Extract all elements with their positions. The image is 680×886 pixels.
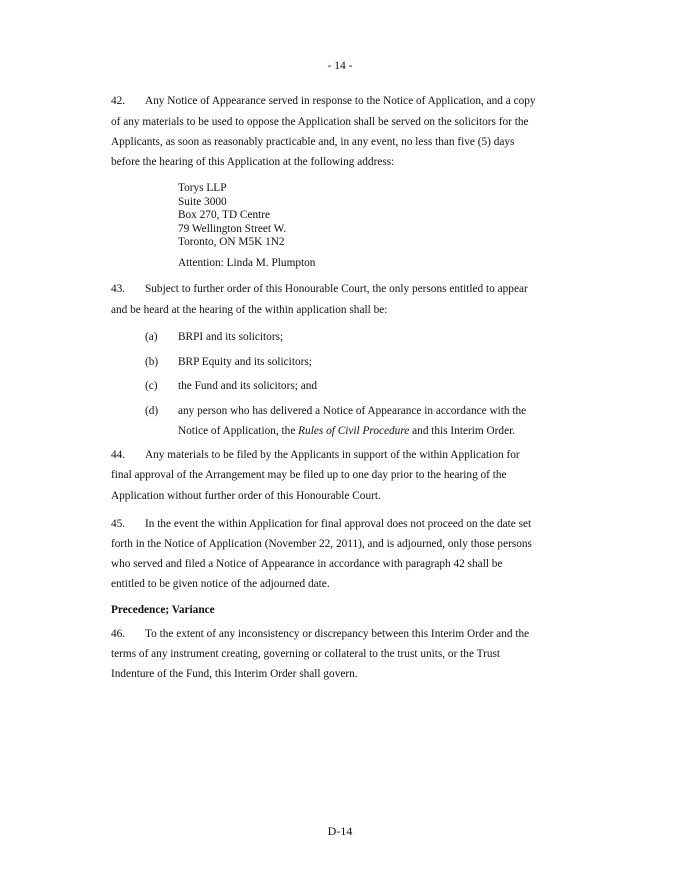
paragraph-42-line: before the hearing of this Application at the following address: (111, 156, 395, 168)
address-line: Box 270, TD Centre (178, 209, 271, 221)
paragraph-42-line: of any materials to be used to oppose the Application shall be served on the solicitors for the (111, 116, 529, 128)
address-line: Suite 3000 (178, 195, 227, 208)
paragraph-45-line: entitled to be given notice of the adjourned date. (111, 578, 330, 590)
paragraph-45-line: who served and filed a Notice of Appearance in accordance with paragraph 42 shall be (111, 558, 503, 570)
paragraph-number: 44. (111, 449, 126, 461)
paragraph-44-line: Application without further order of this Honourable Court. (111, 490, 381, 502)
paragraph-46-line: To the extent of any inconsistency or discrepancy between this Interim Order and the (145, 628, 530, 640)
paragraph-42-line: Applicants, as soon as reasonably practicable and, in any event, no less than five (5) days (111, 136, 515, 148)
address-block (178, 182, 286, 250)
list-item-label: (b) (145, 356, 159, 368)
page-number: - 14 - (327, 60, 353, 72)
paragraph-number: 46. (111, 628, 126, 640)
paragraph-number: 43. (111, 283, 126, 295)
list-item-text-continued (178, 425, 515, 438)
text-segment: Notice of Application, the (178, 425, 299, 437)
paragraph-44-line: Any materials to be filed by the Applicants in support of the within Application for (145, 449, 520, 461)
list-item-text: the Fund and its solicitors; and (178, 380, 318, 392)
paragraph-45-line: forth in the Notice of Application (November 22, 2011), and is adjourned, only those persons (111, 538, 532, 550)
list-item-label: (d) (145, 405, 159, 417)
section-heading: Precedence; Variance (111, 604, 215, 616)
list-item-text: BRP Equity and its solicitors; (178, 356, 312, 368)
paragraph-42-line: Any Notice of Appearance served in response to the Notice of Application, and a copy (145, 95, 536, 107)
address-line: Torys LLP (178, 182, 227, 194)
list-item-label: (a) (145, 331, 158, 343)
attention-line: Attention: Linda M. Plumpton (178, 257, 316, 269)
paragraph-43-line: Subject to further order of this Honourable Court, the only persons entitled to appear (145, 283, 528, 295)
address-line: 79 Wellington Street W. (178, 222, 287, 235)
footer-page-label: D-14 (327, 824, 353, 838)
italic-citation: Rules of Civil Procedure (298, 425, 410, 437)
list-item-label: (c) (145, 380, 158, 392)
paragraph-number: 42. (111, 95, 126, 107)
text-segment: and this Interim Order. (409, 425, 516, 437)
paragraph-44-line: final approval of the Arrangement may be filed up to one day prior to the hearing of the (111, 469, 507, 481)
paragraph-number: 45. (111, 518, 126, 530)
list-item-text: BRPI and its solicitors; (178, 331, 284, 343)
address-line: Toronto, ON M5K 1N2 (178, 236, 285, 248)
paragraph-46-line: Indenture of the Fund, this Interim Order shall govern. (111, 668, 358, 680)
paragraph-46-line: terms of any instrument creating, governing or collateral to the trust units, or the Trust (111, 648, 501, 660)
paragraph-45-line: In the event the within Application for final approval does not proceed on the date set (145, 518, 532, 530)
list-item-text: any person who has delivered a Notice of Appearance in accordance with the (178, 405, 527, 417)
paragraph-43-line: and be heard at the hearing of the within application shall be: (111, 304, 388, 316)
